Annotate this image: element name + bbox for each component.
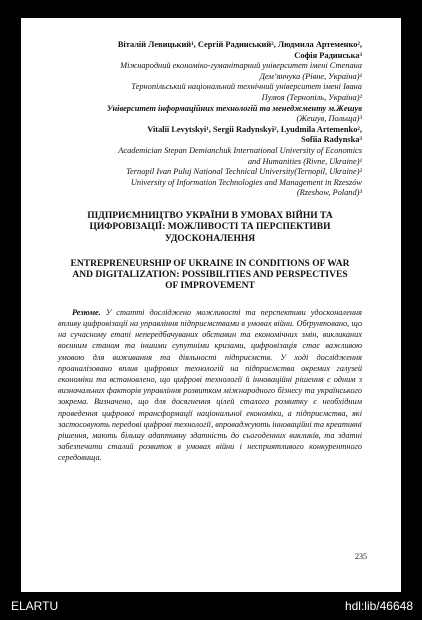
repository-footer (0, 593, 422, 620)
page-number: 235 (355, 552, 367, 561)
abstract-label: Резюме. (72, 307, 101, 317)
authors-english-line-1: Vitalii Levytskyi¹, Sergii Radynskyi², Lyudmila Artemenko², (147, 124, 362, 134)
title-ukrainian (58, 211, 362, 245)
affiliation-ua-1-line-1: Міжнародний економіко-гуманітарний університет імені Степана (120, 61, 362, 71)
document-page (21, 18, 401, 592)
authors-english-line-2: Sofiia Radynska³ (301, 135, 362, 145)
affiliation-en-2: Ternopil Ivan Puluj National Technical University(Ternopil, Ukraine)² (126, 167, 362, 177)
abstract-paragraph (58, 307, 362, 464)
title-english-line-1: ENTREPRENEURSHIP OF UKRAINE IN CONDITIONS OF WAR (70, 258, 350, 269)
authors-english (58, 125, 362, 146)
authors-ukrainian-line-1: Віталій Левицький¹, Сергій Радинський², Людмила Артеменко², (117, 40, 362, 49)
page-content (58, 40, 362, 472)
title-english-line-2: AND DIGITALIZATION: POSSIBILITIES AND PERSPECTIVES (72, 270, 348, 281)
authors-ukrainian-line-2: Софія Радинська³ (294, 50, 362, 60)
authors-ukrainian (58, 40, 362, 61)
affiliation-en-3-line-1: University of Information Technologies and Management in Rzeszów (130, 177, 362, 187)
affiliations-english (58, 146, 362, 199)
title-ukrainian-line-1: ПІДПРИЄМНИЦТВО УКРАЇНИ В УМОВАХ ВІЙНИ ТА (87, 210, 333, 221)
title-ukrainian-line-2: ЦИФРОВІЗАЦІЇ: МОЖЛИВОСТІ ТА ПЕРСПЕКТИВИ (89, 222, 331, 233)
affiliations-ukrainian (58, 61, 362, 125)
affiliation-ua-3-line-1: Університет інформаційних технологій та менеджменту м.Жешув (106, 103, 362, 113)
handle-identifier: hdl:lib/46648 (344, 599, 413, 613)
title-english (58, 259, 362, 293)
affiliation-en-1-line-2: and Humanities (Rivne, Ukraine)¹ (247, 156, 362, 166)
affiliation-en-1-line-1: Academician Stepan Demianchuk International University of Economics (118, 145, 362, 155)
title-english-line-3: OF IMPROVEMENT (165, 281, 255, 292)
affiliation-ua-1-line-2: Дем’янчука (Рівне, Україна)¹ (259, 71, 362, 81)
title-ukrainian-line-3: УДОСКОНАЛЕННЯ (164, 233, 256, 244)
affiliation-ua-2-line-2: Пулюя (Тернопіль, Україна)² (261, 92, 362, 102)
affiliation-ua-3-line-2: (Жешув, Польща)³ (296, 114, 362, 124)
affiliation-en-3-line-2: (Rzeshow, Poland)³ (296, 188, 362, 198)
repository-name: ELARTU (11, 599, 59, 613)
affiliation-ua-2-line-1: Тернопільський національний технічний університет імені Івана (131, 82, 362, 92)
abstract-text: У статті досліджено можливості та перспективи удосконалення впливу цифровізації на управління підприємствами в умовах війни. Обґрунтовано, що на сучасному етапі непередбачуваних обставин та економічних змін, викликаних воєнним станом та іншими супутніми кризами, цифровізація стає важливою умовою для виживання та діяльності підприємств. У ході дослідження проаналізовано вплив цифрових технологій на підприємства окремих галузей економіки та встановлено, що цифрові технології й інноваційні рішення є одним з визначальних факторів управління розвитком міжнародного бізнесу та українського зокрема. Визначено, що для досягнення цілей сталого розвитку є необхідним проведення цифрової трансформації національної економіки, а підприємства, які застосовують передові цифрові технології, впроваджують інноваційні та креативні рішення, мають більшу адаптивну здатність до сьогоденних викликів, та здатні забезпечити сталий розвиток в умовах війни і несприятливого конкурентного середовища. (58, 307, 362, 463)
